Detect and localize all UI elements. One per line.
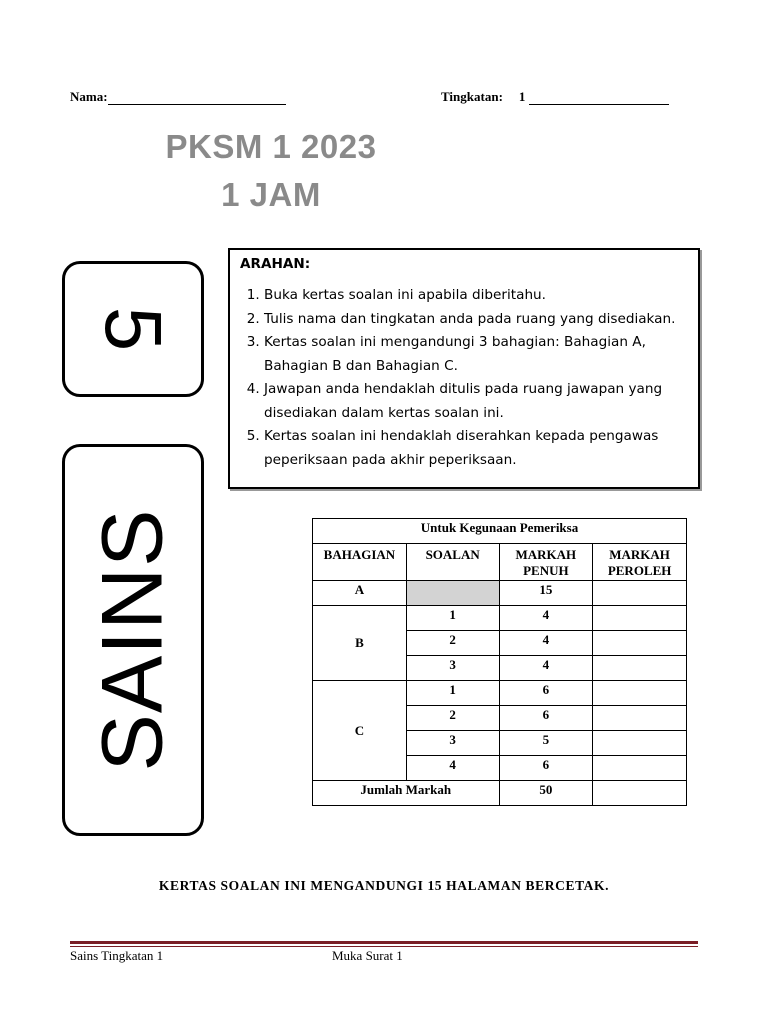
full-marks-cell: 6 bbox=[499, 706, 593, 731]
question-cell: 1 bbox=[406, 681, 499, 706]
full-marks-cell: 4 bbox=[499, 606, 593, 631]
question-cell: 2 bbox=[406, 706, 499, 731]
footer-page-number: Muka Surat 1 bbox=[332, 948, 403, 963]
exam-title: PKSM 1 2023 bbox=[165, 128, 377, 165]
full-marks-cell: 6 bbox=[499, 756, 593, 781]
section-label: A bbox=[313, 581, 407, 606]
total-full-marks: 50 bbox=[499, 781, 593, 806]
obtained-marks-cell[interactable] bbox=[593, 756, 687, 781]
obtained-marks-cell[interactable] bbox=[593, 581, 687, 606]
form-number: 5 bbox=[89, 306, 178, 352]
question-cell-shaded bbox=[406, 581, 499, 606]
full-marks-cell: 4 bbox=[499, 656, 593, 681]
form-number-box bbox=[62, 261, 204, 397]
exam-duration: 1 JAM bbox=[221, 176, 321, 213]
question-cell: 4 bbox=[406, 756, 499, 781]
table-row bbox=[313, 681, 687, 706]
total-row bbox=[313, 781, 687, 806]
table-row bbox=[313, 606, 687, 631]
footer-subject: Sains Tingkatan 1 bbox=[70, 948, 164, 963]
header-full-marks: MARKAH PENUH bbox=[499, 544, 593, 581]
obtained-marks-cell[interactable] bbox=[593, 681, 687, 706]
obtained-marks-cell[interactable] bbox=[593, 656, 687, 681]
page-count-notice: KERTAS SOALAN INI MENGANDUNGI 15 HALAMAN BERCETAK. bbox=[158, 878, 610, 893]
total-label: Jumlah Markah bbox=[313, 781, 500, 806]
obtained-marks-cell[interactable] bbox=[593, 731, 687, 756]
obtained-marks-cell[interactable] bbox=[593, 606, 687, 631]
subject-name: SAINS bbox=[84, 508, 181, 772]
instructions-title: ARAHAN: bbox=[240, 256, 311, 272]
full-marks-cell: 6 bbox=[499, 681, 593, 706]
header-section: BAHAGIAN bbox=[313, 544, 407, 581]
header-obtained-marks: MARKAH PEROLEH bbox=[593, 544, 687, 581]
header-question: SOALAN bbox=[406, 544, 499, 581]
form-label: Tingkatan: bbox=[441, 89, 503, 104]
instruction-item: 2. Tulis nama dan tingkatan anda pada ruang yang disediakan. bbox=[264, 308, 688, 332]
instruction-item: 5. Kertas soalan ini hendaklah diserahkan kepada pengawas peperiksaan pada akhir peperiksaan. bbox=[264, 425, 688, 472]
section-label: C bbox=[313, 681, 407, 781]
instruction-item: 3. Kertas soalan ini mengandungi 3 bahagian: Bahagian A, Bahagian B dan Bahagian C. bbox=[264, 331, 688, 378]
name-input-line[interactable] bbox=[108, 91, 286, 105]
form-field bbox=[441, 89, 669, 105]
question-cell: 1 bbox=[406, 606, 499, 631]
full-marks-cell: 15 bbox=[499, 581, 593, 606]
form-value: 1 bbox=[518, 89, 526, 104]
full-marks-cell: 5 bbox=[499, 731, 593, 756]
subject-box bbox=[62, 444, 204, 836]
table-caption: Untuk Kegunaan Pemeriksa bbox=[313, 519, 687, 544]
question-cell: 3 bbox=[406, 656, 499, 681]
obtained-marks-cell[interactable] bbox=[593, 631, 687, 656]
instruction-item: 4. Jawapan anda hendaklah ditulis pada ruang jawapan yang disediakan dalam kertas soalan ini. bbox=[264, 378, 688, 425]
total-obtained-marks[interactable] bbox=[593, 781, 687, 806]
footer-divider-thin bbox=[70, 946, 698, 947]
full-marks-cell: 4 bbox=[499, 631, 593, 656]
instructions-box bbox=[228, 248, 700, 489]
question-cell: 3 bbox=[406, 731, 499, 756]
form-input-line[interactable] bbox=[529, 91, 669, 105]
name-label: Nama: bbox=[70, 89, 108, 104]
section-label: B bbox=[313, 606, 407, 681]
question-cell: 2 bbox=[406, 631, 499, 656]
obtained-marks-cell[interactable] bbox=[593, 706, 687, 731]
marks-table bbox=[312, 518, 687, 806]
footer-divider bbox=[70, 941, 698, 944]
table-row bbox=[313, 581, 687, 606]
instruction-item: 1. Buka kertas soalan ini apabila diberitahu. bbox=[264, 284, 688, 308]
instructions-list bbox=[240, 284, 688, 472]
name-field bbox=[70, 89, 286, 105]
